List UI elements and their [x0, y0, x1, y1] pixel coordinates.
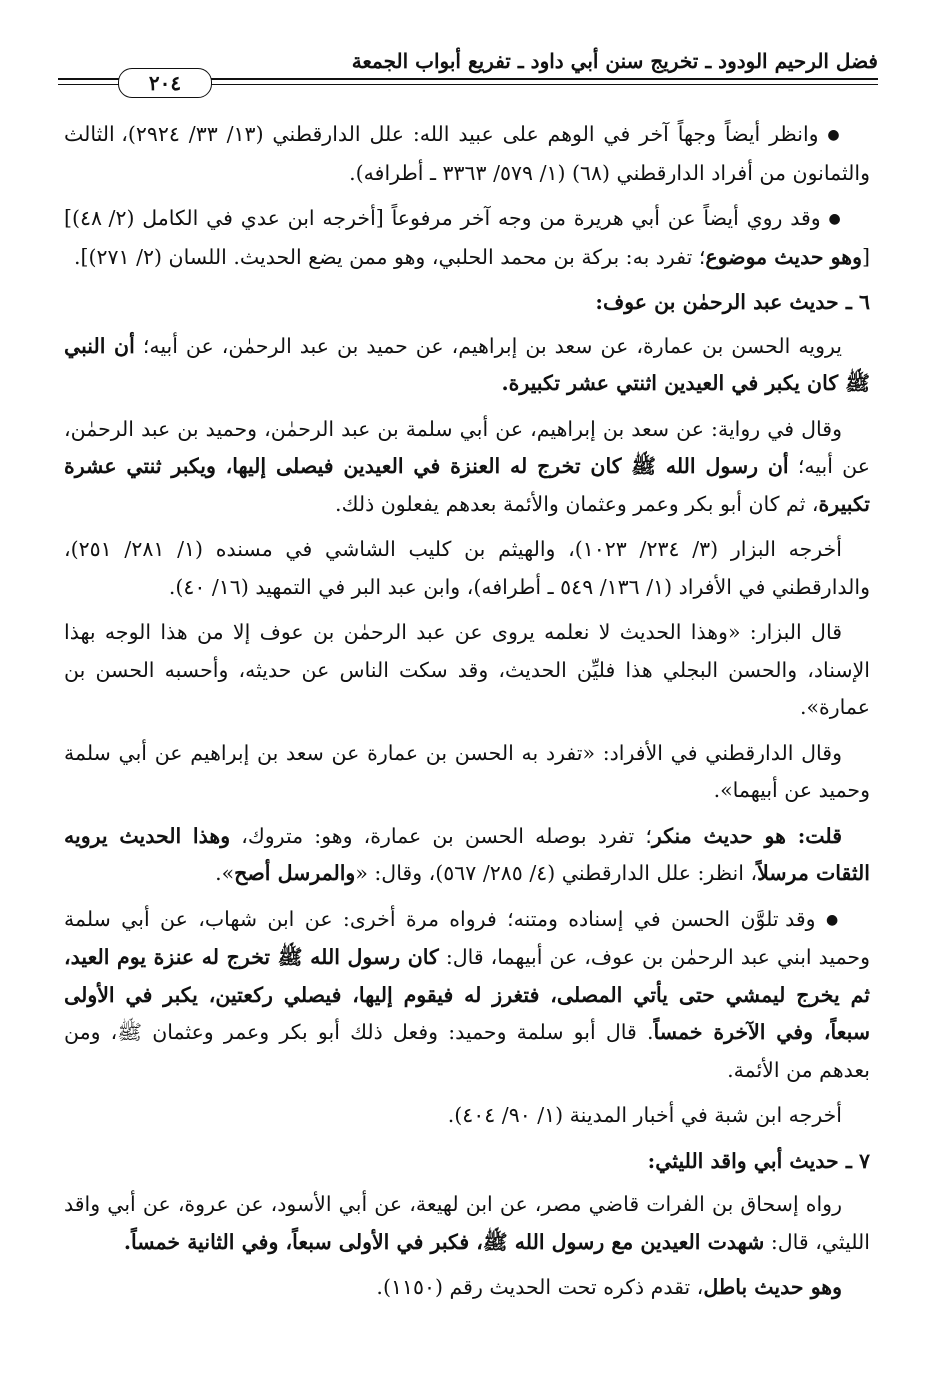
bold-ruling: وهو حديث موضوع: [705, 244, 862, 269]
bold-hadith-text: كان رسول الله ﷺ تخرج له عنزة يوم العيد، ثم يخرج ليمشي حتى يأتي المصلى، فتغرز له فيقوم إليها، فيصلي ركعتين، يكبر في الأولى سبعاً، وفي الآخرة خمساً: [64, 945, 871, 1044]
header-title: فضل الرحيم الودود ـ تخريج سنن أبي داود ـ تفريع أبواب الجمعة: [351, 49, 878, 73]
bold-hadith-text: شهدت العيدين مع رسول الله ﷺ، فكبر في الأولى سبعاً، وفي الثانية خمساً.: [123, 1229, 765, 1254]
bullet-icon: ●: [827, 127, 842, 143]
paragraph-text: ».: [215, 861, 235, 885]
bold-ruling: قلت: هو حديث منكر: [651, 823, 842, 848]
running-header: [58, 48, 878, 100]
section-heading-7: ٧ ـ حديث أبي واقد الليثي:: [647, 1148, 870, 1173]
paragraph-text: ؛ تفرد بوصله الحسن بن عمارة، وهو: متروك،: [230, 823, 652, 848]
paragraph-text: ، ثم كان أبو بكر وعمر وعثمان والأئمة بعدهم يفعلون ذلك.: [335, 491, 819, 516]
paragraph-text: وانظر أيضاً وجهاً آخر في الوهم على عبيد الله: علل الدارقطني (١٣/ ٣٣/ ٢٩٢٤)، الثالث والثمانون من أفراد الدارقطني (٦٨) (١/ ٥٧٩/ ٣٣٦٣ ـ أطرافه).: [64, 122, 870, 185]
paragraph-11: [64, 1186, 870, 1261]
paragraph-text: . قال أبو سلمة وحميد: وفعل ذلك أبو بكر وعمر وعثمان ﷺ، ومن بعدهم من الأئمة.: [64, 1020, 870, 1082]
bullet-icon: ●: [828, 211, 842, 227]
page-number: ٢٠٤: [118, 68, 212, 98]
paragraph-7: وقال الدارقطني في الأفراد: «تفرد به الحسن بن عمارة عن سعد بن إبراهيم عن أبي سلمة وحميد عن أبيهما».: [64, 740, 870, 802]
paragraph-5: أخرجه البزار (٣/ ٢٣٤/ ١٠٢٣)، والهيثم بن كليب الشاشي في مسنده (١/ ٢٨١/ ٢٥١)، والدارقطني في الأفراد (١/ ١٣٦/ ٥٤٩ ـ أطرافه)، وابن عبد البر في التمهيد (١٦/ ٤٠).: [64, 537, 870, 599]
bold-ruling: وهذا الحديث يرويه الثقات مرسلاً: [64, 823, 870, 885]
paragraph-10: أخرجه ابن شبة في أخبار المدينة (١/ ٩٠/ ٤٠٤).: [447, 1103, 842, 1127]
paragraph-text: ، انظر: علل الدارقطني (٤/ ٢٨٥/ ٥٦٧)، وقال: «: [355, 861, 758, 885]
bold-ruling: وهو حديث باطل: [703, 1275, 842, 1299]
paragraph-text: وقد روي أيضاً عن أبي هريرة من وجه آخر مرفوعاً [أخرجه ابن عدي في الكامل (٢/ ٤٨)] [: [64, 206, 870, 269]
paragraph-text: ؛ تفرد به: بركة بن محمد الحلبي، وهو ممن يضع الحديث. اللسان (٢/ ٢٧١)].: [74, 244, 706, 269]
paragraph-12: [64, 1269, 870, 1307]
paragraph-6: قال البزار: «وهذا الحديث لا نعلمه يروى عن عبد الرحمٰن بن عوف إلا من هذا الوجه بهذا الإسناد، والحسن البجلي هذا فليِّن الحديث، وقد سكت الناس عن حديثه، وأحسبه الحسن بن عمارة».: [64, 620, 870, 719]
paragraph-4: [64, 411, 870, 524]
bold-hadith-text: أن رسول الله ﷺ كان تخرج له العنزة في العيدين فيصلى إليها، ويكبر ثنتي عشرة تكبيرة: [64, 454, 870, 516]
bullet-icon: ●: [825, 911, 842, 928]
paragraph-3: [64, 328, 870, 403]
section-heading-6: ٦ ـ حديث عبد الرحمٰن بن عوف:: [595, 290, 870, 314]
paragraph-2: [64, 200, 870, 276]
bold-ruling: والمرسل أصح: [234, 861, 356, 885]
paragraph-8: [64, 818, 870, 893]
bold-hadith-text: أن النبي ﷺ كان يكبر في العيدين اثنتي عشر تكبيرة.: [64, 333, 870, 395]
paragraph-text: ، تقدم ذكره تحت الحديث رقم (١١٥٠).: [376, 1275, 704, 1299]
paragraph-9: [64, 901, 870, 1090]
paragraph-1: [64, 116, 870, 192]
paragraph-text: رواه إسحاق بن الفرات قاضي مصر، عن ابن لهيعة، عن أبي الأسود، عن عروة، عن أبي واقد الليثي، قال:: [64, 1192, 870, 1254]
paragraph-text: يرويه الحسن بن عمارة، عن سعد بن إبراهيم، عن حميد بن عبد الرحمٰن، عن أبيه؛: [134, 333, 842, 358]
page-body: [64, 116, 870, 1315]
paragraph-text: وقد تلوَّن الحسن في إسناده ومتنه؛ فرواه مرة أخرى: عن ابن شهاب، عن أبي سلمة وحميد ابني عبد الرحمٰن بن عوف، عن أبيهما، قال:: [64, 906, 870, 969]
paragraph-text: وقال في رواية: عن سعد بن إبراهيم، عن أبي سلمة بن عبد الرحمٰن، وحميد بن عبد الرحمٰن، عن أبيه؛: [64, 416, 870, 478]
